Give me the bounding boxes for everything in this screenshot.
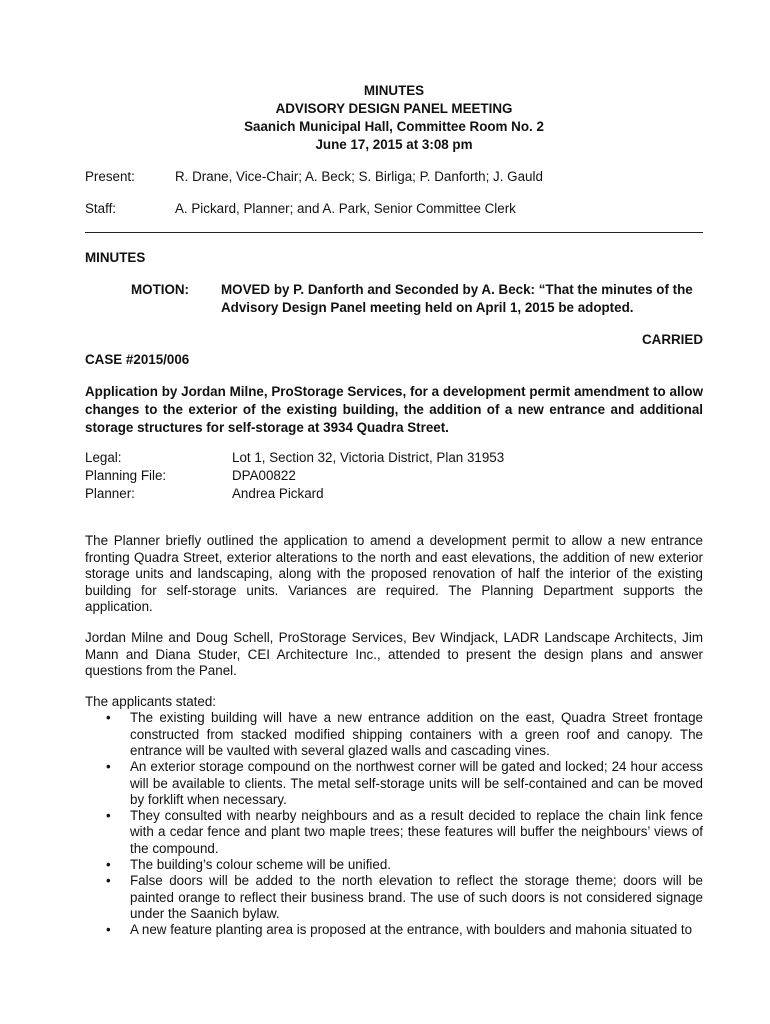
motion-text: MOVED by P. Danforth and Seconded by A. Beck: “That the minutes of the Advisory Design Panel meeting held on April 1, 2015 be adopted. [221, 282, 693, 315]
bullet-icon: • [106, 759, 111, 775]
list-item-text: A new feature planting area is proposed at the entrance, with boulders and mahonia situated to [130, 922, 693, 938]
header-date: June 17, 2015 at 3:08 pm [315, 137, 473, 152]
detail-planning-file [85, 467, 703, 485]
application-summary: Application by Jordan Milne, ProStorage Services, for a development permit amendment to allow changes to the exterior of the existing building, the addition of a new entrance and additional storage structures for self-storage at 3934 Quadra Street. [85, 384, 703, 435]
document-header [85, 82, 703, 154]
present-row [85, 168, 703, 186]
header-title: MINUTES [363, 83, 425, 98]
present-value: R. Drane, Vice-Chair; A. Beck; S. Birliga; P. Danforth; J. Gauld [175, 169, 543, 184]
header-meeting-name: ADVISORY DESIGN PANEL MEETING [275, 101, 513, 116]
bullet-icon: • [106, 857, 111, 873]
applicant-statements-list [85, 710, 703, 938]
detail-label: Legal: [85, 450, 122, 465]
detail-value: Lot 1, Section 32, Victoria District, Plan 31953 [232, 450, 505, 465]
list-item-text: An exterior storage compound on the northwest corner will be gated and locked; 24 hour access will be available to clients. The metal self-storage units will be self-contained and can be moved by forklift when necessary. [130, 759, 703, 807]
list-item [106, 922, 703, 938]
staff-label: Staff: [85, 201, 117, 216]
case-details [85, 449, 703, 503]
motion-result: CARRIED [641, 332, 703, 347]
staff-value: A. Pickard, Planner; and A. Park, Senior Committee Clerk [175, 201, 516, 216]
present-label: Present: [85, 169, 135, 184]
detail-label: Planner: [85, 486, 135, 501]
list-item-text: They consulted with nearby neighbours and as a result decided to replace the chain link fence with a cedar fence and plant two maple trees; these features will buffer the neighbours’ views of the compound. [130, 808, 703, 856]
list-item-text: The building’s colour scheme will be unified. [130, 857, 392, 873]
list-item [106, 710, 703, 759]
detail-value: Andrea Pickard [232, 486, 324, 501]
motion-row [85, 281, 703, 317]
list-item [106, 857, 703, 873]
bullet-icon: • [106, 710, 111, 726]
list-item-text: The existing building will have a new entrance addition on the east, Quadra Street frontage constructed from stacked modified shipping containers with a green roof and canopy. The entrance will be vaulted with several glazed walls and cascading vines. [130, 710, 703, 758]
detail-planner [85, 485, 703, 503]
staff-row [85, 200, 703, 218]
case-title: CASE #2015/006 [85, 352, 190, 367]
bullet-icon: • [106, 922, 111, 938]
header-location: Saanich Municipal Hall, Committee Room No. 2 [244, 119, 544, 134]
list-item-text: False doors will be added to the north elevation to reflect the storage theme; doors will be painted orange to reflect their business brand. The use of such doors is not considered signage under the Saanich bylaw. [130, 873, 703, 921]
detail-legal [85, 449, 703, 467]
planner-outline-paragraph: The Planner briefly outlined the application to amend a development permit to allow a new entrance fronting Quadra Street, exterior alterations to the north and east elevations, the addition of new exterior storage units and landscaping, along with the proposed renovation of half the interior of the existing building for self-storage units. Variances are required. The Planning Department supports the application. [85, 533, 703, 615]
list-item [106, 873, 703, 922]
section-divider [85, 232, 703, 233]
minutes-heading: MINUTES [85, 250, 146, 265]
motion-label: MOTION: [131, 282, 190, 297]
bullet-icon: • [106, 873, 111, 889]
applicants-intro: The applicants stated: [85, 693, 217, 709]
bullet-icon: • [106, 808, 111, 824]
list-item [106, 759, 703, 808]
list-item [106, 808, 703, 857]
attendees-paragraph: Jordan Milne and Doug Schell, ProStorage Services, Bev Windjack, LADR Landscape Architects, Jim Mann and Diana Studer, CEI Architecture Inc., attended to present the design plans and answer questions from the Panel. [85, 629, 703, 679]
document-page [85, 82, 703, 939]
detail-label: Planning File: [85, 468, 167, 483]
detail-value: DPA00822 [232, 468, 296, 483]
